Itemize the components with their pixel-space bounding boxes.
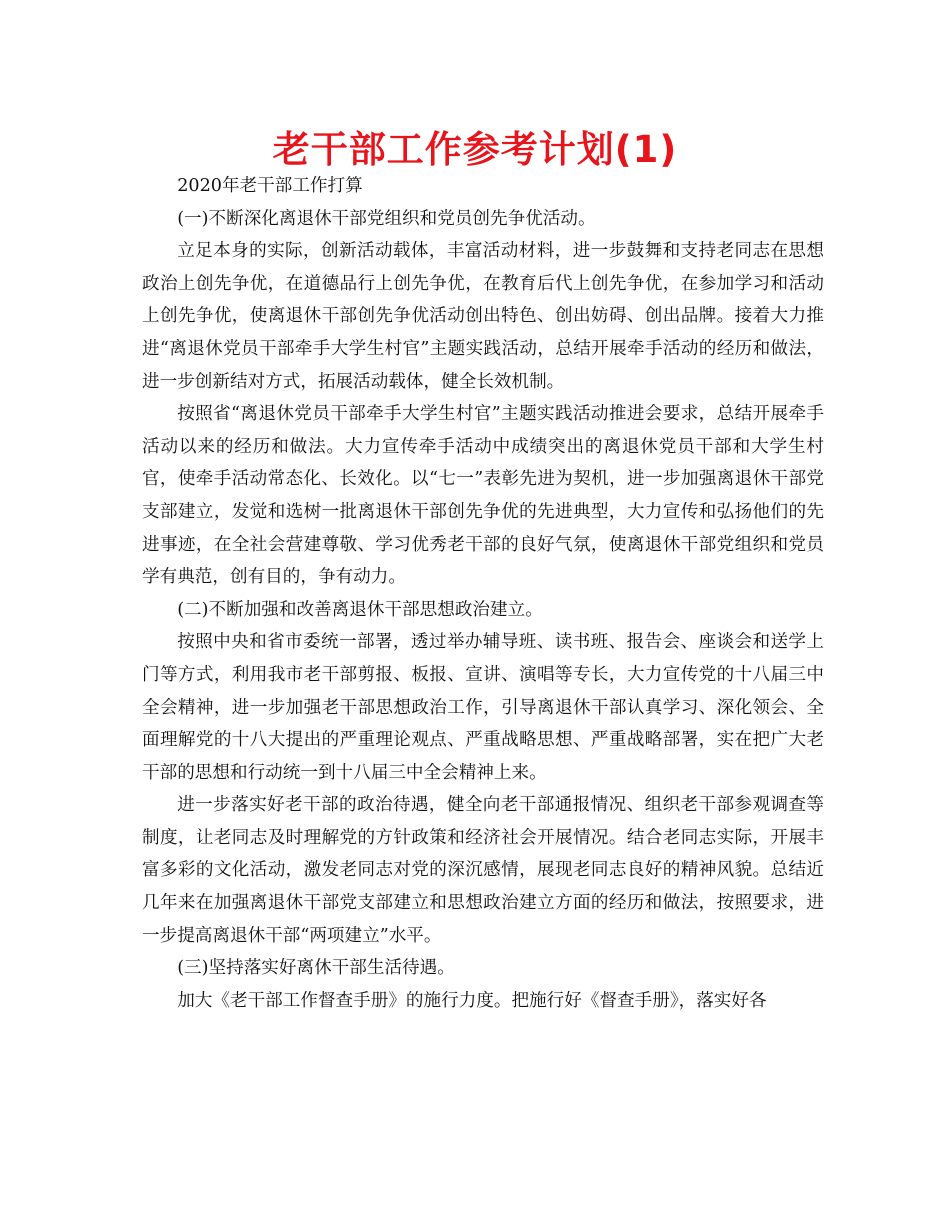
paragraph: 按照省“离退休党员干部牵手大学生村官”主题实践活动推进会要求，总结开展牵手活动以来的经历和做法。大力宣传牵手活动中成绩突出的离退休党员干部和大学生村官，使牵手活动常态化、长效化。以“七一”表彰先进为契机，进一步加强离退休干部党支部建立，发觉和选树一批离退休干部创先争优的先进典型，大力宣传和弘扬他们的先进事迹，在全社会营建尊敬、学习优秀老干部的良好气氛，使离退休干部党组织和党员学有典范，创有目的，争有动力。 <box>142 404 824 588</box>
paragraph: 按照中央和省市委统一部署，透过举办辅导班、读书班、报告会、座谈会和送学上门等方式，利用我市老干部剪报、板报、宣讲、演唱等专长，大力宣传党的十八届三中全会精神，进一步加强老干部思想政治工作，引导离退休干部认真学习、深化领会、全面理解党的十八大提出的严重理论观点、严重战略思想、严重战略部署，实在把广大老干部的思想和行动统一到十八届三中全会精神上来。 <box>142 632 824 783</box>
document-body <box>142 170 824 1017</box>
paragraph: 进一步落实好老干部的政治待遇，健全向老干部通报情况、组织老干部参观调查等制度，让老同志及时理解党的方针政策和经济社会开展情况。结合老同志实际，开展丰富多彩的文化活动，激发老同志对党的深沉感情，展现老同志良好的精神风貌。总结近几年来在加强离退休干部党支部建立和思想政治建立方面的经历和做法，按照要求，进一步提高离退休干部“两项建立”水平。 <box>142 795 824 946</box>
paragraph-subtitle: 2020年老干部工作打算 <box>177 176 363 196</box>
paragraph-section-heading: (一)不断深化离退休干部党组织和党员创先争优活动。 <box>177 208 596 229</box>
paragraph: 加大《老干部工作督查手册》的施行力度。把施行好《督查手册》，落实好各 <box>177 990 767 1011</box>
paragraph-section-heading: (三)坚持落实好离休干部生活待遇。 <box>177 958 455 979</box>
document-title: 老干部工作参考计划(1) <box>272 128 678 171</box>
paragraph: 立足本身的实际，创新活动载体，丰富活动材料，进一步鼓舞和支持老同志在思想政治上创先争优，在道德品行上创先争优，在教育后代上创先争优，在参加学习和活动上创先争优，使离退休干部创先争优活动创出特色、创出妨碍、创出品牌。接着大力推进“离退休党员干部牵手大学生村官”主题实践活动，总结开展牵手活动的经历和做法，进一步创新结对方式，拓展活动载体，健全长效机制。 <box>142 241 824 392</box>
paragraph-section-heading: (二)不断加强和改善离退休干部思想政治建立。 <box>177 599 543 620</box>
